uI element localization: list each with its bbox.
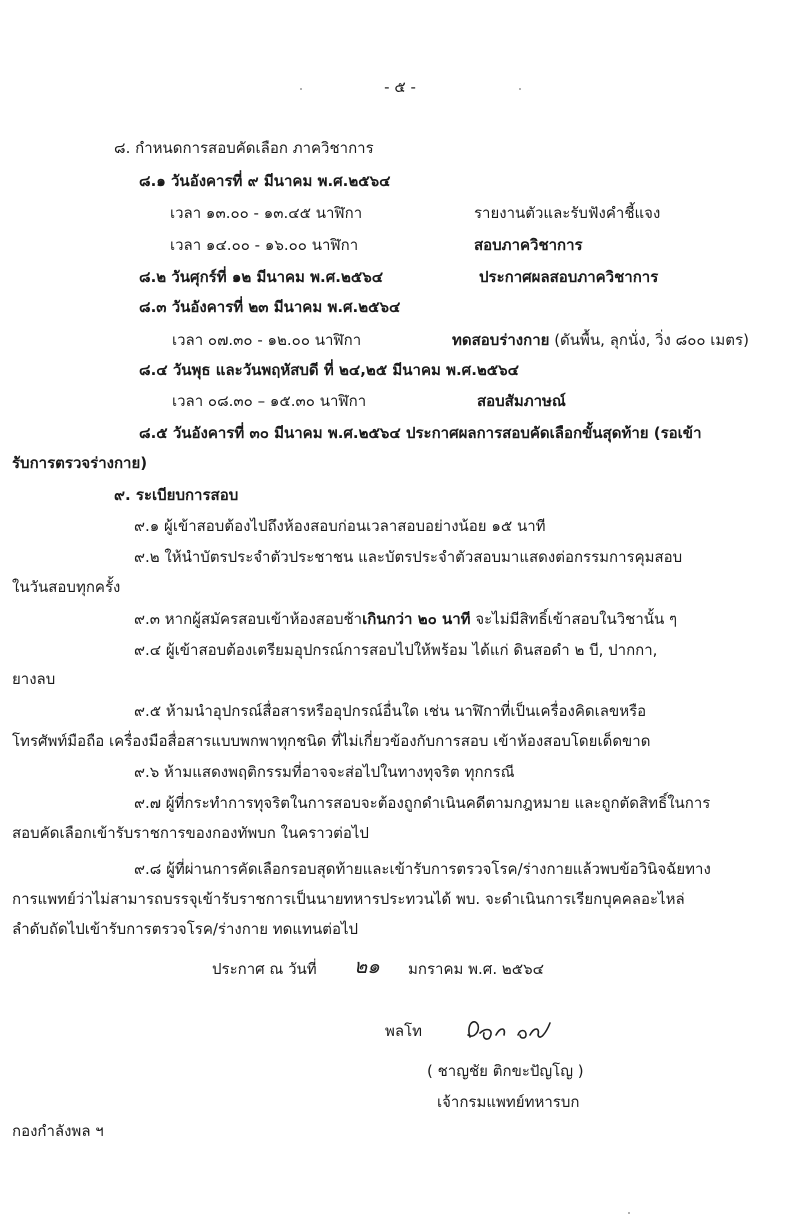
rule-9-8-line1: ๙.๘ ผู้ที่ผ่านการคัดเลือกรอบสุดท้ายและเข้ารับการตรวจโรค/ร่างกายแล้วพบข้อวินิจฉัยทาง — [134, 860, 711, 878]
rule-9-7-line2: สอบคัดเลือกเข้ารับราชการของกองทัพบก ในคราวต่อไป — [12, 824, 369, 842]
handwritten-signature — [460, 1013, 570, 1047]
s81-desc-2: สอบภาควิชาการ — [474, 236, 583, 254]
rule-9-8-line3: ลำดับถัดไปเข้ารับการตรวจโรค/ร่างกาย ทดแทนต่อไป — [12, 920, 359, 938]
rule-9-1: ๙.๑ ผู้เข้าสอบต้องไปถึงห้องสอบก่อนเวลาสอบอย่างน้อย ๑๕ นาที — [134, 517, 546, 535]
scan-speck — [300, 88, 302, 90]
s83-time: เวลา ๐๗.๓๐ - ๑๒.๐๐ นาฬิกา — [172, 331, 362, 349]
rule-9-3-a: ๙.๓ หากผู้สมัครสอบเข้าห้องสอบช้า — [134, 610, 363, 628]
s82-heading: ๘.๒ วันศุกร์ที่ ๑๒ มีนาคม พ.ศ.๒๕๖๔ — [139, 268, 384, 286]
s85-line2: รับการตรวจร่างกาย) — [12, 454, 148, 472]
footer-unit: กองกำลังพล ฯ — [12, 1122, 104, 1140]
announce-day: ๒๑ — [354, 954, 380, 978]
s83-desc-bold: ทดสอบร่างกาย — [452, 331, 550, 349]
rule-9-7-line1: ๙.๗ ผู้ที่กระทำการทุจริตในการสอบจะต้องถูกดำเนินคดีตามกฎหมาย และถูกตัดสิทธิ์ในการ — [134, 794, 711, 812]
rule-9-8-line2: การแพทย์ว่าไม่สามารถบรรจุเข้ารับราชการเป็นนายทหารประทวนได้ พบ. จะดำเนินการเรียกบุคคลอะไหล่ — [12, 890, 685, 908]
rule-9-5-line2: โทรศัพท์มือถือ เครื่องมือสื่อสารแบบพกพาทุกชนิด ที่ไม่เกี่ยวข้องกับการสอบ เข้าห้องสอบโดยเด็ดขาด — [12, 732, 651, 750]
rule-9-6: ๙.๖ ห้ามแสดงพฤติกรรมที่อาจจะส่อไปในทางทุจริต ทุกกรณี — [134, 763, 515, 781]
s84-time: เวลา ๐๘.๓๐ – ๑๕.๓๐ นาฬิกา — [172, 392, 367, 410]
section8-heading: ๘. กำหนดการสอบคัดเลือก ภาควิชาการ — [114, 139, 374, 157]
s81-time-2: เวลา ๑๔.๐๐ - ๑๖.๐๐ นาฬิกา — [170, 236, 359, 254]
rule-9-3-c: จะไม่มีสิทธิ์เข้าสอบในวิชานั้น ๆ — [470, 610, 678, 628]
scan-speck — [628, 1212, 630, 1214]
rule-9-3 — [134, 608, 677, 630]
announce-rest: มกราคม พ.ศ. ๒๕๖๔ — [408, 960, 544, 978]
s85-line1: ๘.๕ วันอังคารที่ ๓๐ มีนาคม พ.ศ.๒๕๖๔ ประกาศผลการสอบคัดเลือกขั้นสุดท้าย (รอเข้า — [139, 424, 702, 442]
s81-heading: ๘.๑ วันอังคารที่ ๙ มีนาคม พ.ศ.๒๕๖๔ — [139, 172, 391, 190]
scan-speck — [519, 88, 521, 90]
section9-heading: ๙. ระเบียบการสอบ — [114, 486, 239, 504]
rule-9-2-line1: ๙.๒ ให้นำบัตรประจำตัวประชาชน และบัตรประจำตัวสอบมาแสดงต่อกรรมการคุมสอบ — [134, 548, 683, 566]
s82-desc: ประกาศผลสอบภาควิชาการ — [479, 268, 659, 286]
rule-9-2-line2: ในวันสอบทุกครั้ง — [12, 578, 121, 596]
rule-9-4-line1: ๙.๔ ผู้เข้าสอบต้องเตรียมอุปกรณ์การสอบไปให้พร้อม ได้แก่ ดินสอดำ ๒ บี, ปากกา, — [134, 641, 658, 659]
signature-name: ( ชาญชัย ติกขะปัญโญ ) — [427, 1062, 584, 1080]
s81-desc-1: รายงานตัวและรับฟังคำชี้แจง — [474, 204, 661, 222]
s84-heading: ๘.๔ วันพุธ และวันพฤหัสบดี ที่ ๒๔,๒๕ มีนาคม พ.ศ.๒๕๖๔ — [139, 361, 520, 379]
signature-position: เจ้ากรมแพทย์ทหารบก — [437, 1093, 580, 1111]
rule-9-3-b: เกินกว่า ๒๐ นาที — [362, 610, 471, 628]
signature-rank: พลโท — [385, 1022, 423, 1040]
s83-heading: ๘.๓ วันอังคารที่ ๒๓ มีนาคม พ.ศ.๒๕๖๔ — [139, 298, 401, 316]
rule-9-4-line2: ยางลบ — [12, 670, 56, 688]
s83-desc — [452, 329, 749, 351]
s83-desc-rest: (ดันพื้น, ลุกนั่ง, วิ่ง ๘๐๐ เมตร) — [549, 331, 749, 349]
s81-time-1: เวลา ๑๓.๐๐ - ๑๓.๔๕ นาฬิกา — [170, 204, 363, 222]
s84-desc: สอบสัมภาษณ์ — [477, 392, 566, 410]
announce-prefix: ประกาศ ณ วันที่ — [212, 960, 317, 978]
rule-9-5-line1: ๙.๕ ห้ามนำอุปกรณ์สื่อสารหรืออุปกรณ์อื่นใด เช่น นาฬิกาที่เป็นเครื่องคิดเลขหรือ — [134, 702, 647, 720]
page-number: - ๕ - — [384, 78, 416, 96]
